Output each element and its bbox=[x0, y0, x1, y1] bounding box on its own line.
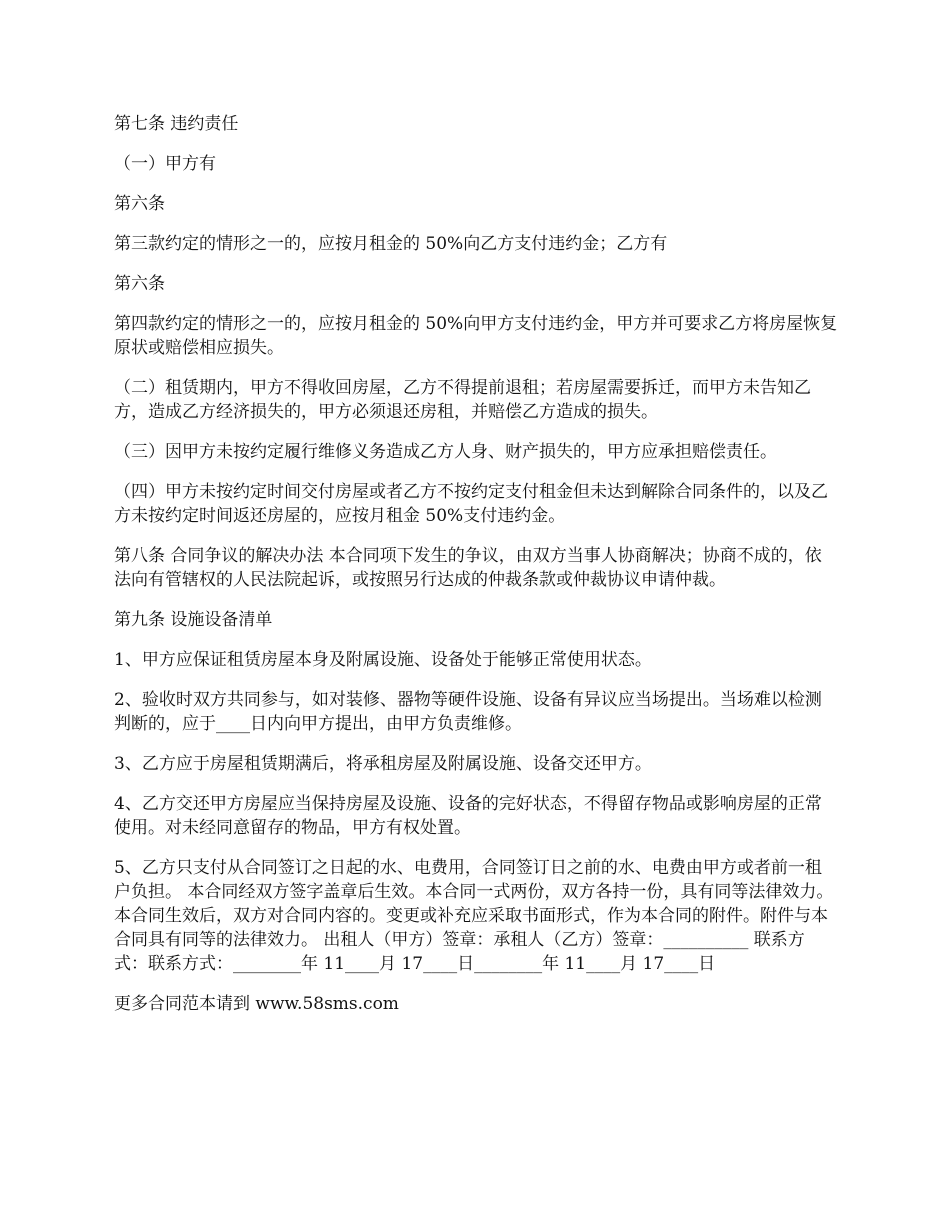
paragraph-7-4: （四）甲方未按约定时间交付房屋或者乙方不按约定支付租金但未达到解除合同条件的，以及乙方未按约定时间返还房屋的，应按月租金 50%支付违约金。 bbox=[114, 482, 828, 526]
paragraph-7-2: （二）租赁期内，甲方不得收回房屋，乙方不得提前退租；若房屋需要拆迁，而甲方未告知乙方，造成乙方经济损失的，甲方必须退还房租，并赔偿乙方造成的损失。 bbox=[114, 378, 811, 422]
document-body bbox=[114, 112, 838, 1032]
heading-article-7: 第七条 违约责任 bbox=[114, 114, 239, 134]
footer-more-templates: 更多合同范本请到 www.58sms.com bbox=[114, 994, 399, 1014]
paragraph-9-1: 1、甲方应保证租赁房屋本身及附属设施、设备处于能够正常使用状态。 bbox=[114, 650, 652, 670]
paragraph-clause-3-penalty: 第三款约定的情形之一的，应按月租金的 50%向乙方支付违约金；乙方有 bbox=[114, 234, 668, 254]
paragraph-9-5-signatures: 5、乙方只支付从合同签订之日起的水、电费用，合同签订日之前的水、电费由甲方或者前一租户负担。 本合同经双方签字盖章后生效。本合同一式两份，双方各持一份，具有同等法律效力。 本合同生效后，双方对合同内容的。变更或补充应采取书面形式，作为本合同的附件。附件与本合同具有同等的法律效力。 出租人（甲方）签章：承租人（乙方）签章：__________ 联系方式：联系方式：________年 11____月 17____日________年 11____月 17____日 bbox=[114, 858, 834, 974]
paragraph-9-3: 3、乙方应于房屋租赁期满后，将承租房屋及附属设施、设备交还甲方。 bbox=[114, 754, 652, 774]
paragraph-article-6-ref-1: 第六条 bbox=[114, 194, 165, 214]
paragraph-7-1-intro: （一）甲方有 bbox=[114, 154, 216, 174]
paragraph-7-3: （三）因甲方未按约定履行维修义务造成乙方人身、财产损失的，甲方应承担赔偿责任。 bbox=[114, 442, 777, 462]
heading-article-9: 第九条 设施设备清单 bbox=[114, 610, 273, 630]
paragraph-clause-4-penalty: 第四款约定的情形之一的，应按月租金的 50%向甲方支付违约金，甲方并可要求乙方将房屋恢复原状或赔偿相应损失。 bbox=[114, 314, 838, 358]
paragraph-9-4: 4、乙方交还甲方房屋应当保持房屋及设施、设备的完好状态，不得留存物品或影响房屋的正常使用。对未经同意留存的物品，甲方有权处置。 bbox=[114, 794, 822, 838]
paragraph-article-6-ref-2: 第六条 bbox=[114, 274, 165, 294]
paragraph-9-2: 2、验收时双方共同参与，如对装修、器物等硬件设施、设备有异议应当场提出。当场难以检测判断的，应于____日内向甲方提出，由甲方负责维修。 bbox=[114, 690, 822, 734]
paragraph-article-8: 第八条 合同争议的解决办法 本合同项下发生的争议，由双方当事人协商解决；协商不成的，依法向有管辖权的人民法院起诉，或按照另行达成的仲裁条款或仲裁协议申请仲裁。 bbox=[114, 546, 822, 590]
